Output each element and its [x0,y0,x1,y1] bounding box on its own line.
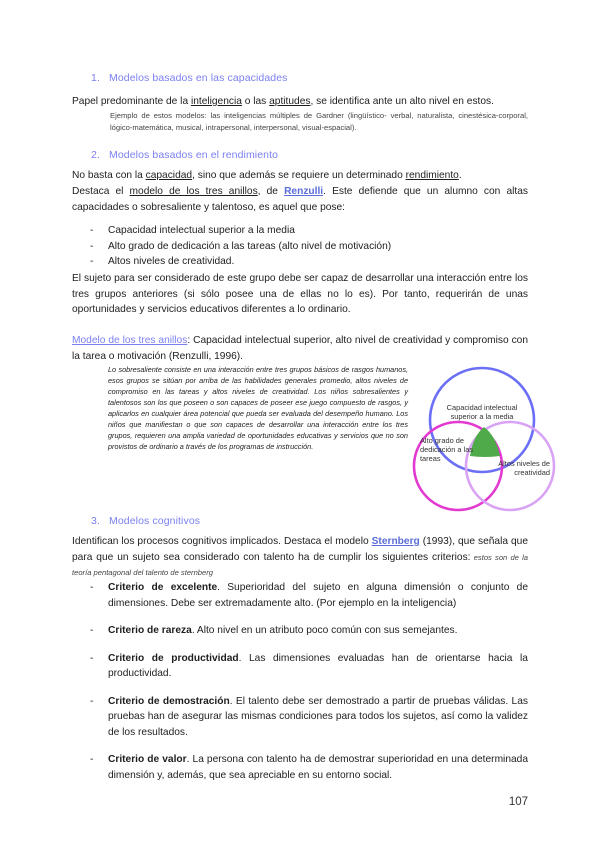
list-item [72,580,528,611]
section-1-example-note: Ejemplo de estos modelos: las inteligencias múltiples de Gardner (lingüístico- verbal, naturalista, cinestésica-corporal, lógico-matemática, musical, intrapersonal, interpersonal, visual-espacial). [110,111,528,132]
rendimiento-term: rendimiento [405,170,459,181]
capacidad-term: capacidad [145,170,193,181]
inteligencia-link[interactable]: inteligencia [190,96,242,107]
criterion-name: Criterio de rareza [108,625,192,636]
sternberg-note: estos son de la teoría pentagonal del talento de sternberg [72,552,528,577]
text: No basta con la [72,170,146,181]
sternberg-link[interactable]: Sternberg [371,536,420,547]
text: , de [257,186,285,197]
text: (1993), que señala que para que un sujeto sea considerado con talento ha de cumplir los siguientes criterios: [72,536,528,563]
section-1-paragraph [72,94,528,110]
ring-label-left-2: dedicación a las [420,445,474,454]
list-item [72,694,528,741]
ring-traits-list [72,223,528,270]
three-rings-diagram [410,358,560,518]
list-item [72,623,528,639]
text: : Capacidad intelectual superior, alto nivel de creatividad y compromiso con la tarea o motivación (Renzulli, 1996). [72,335,529,362]
criterion-text: . Superioridad del sujeto en alguna dimensión o conjunto de dimensiones. Debe ser extremadamente alto. (Por ejemplo en la inteligencia) [108,582,528,609]
text: , se identifica ante un alto nivel en estos. [310,96,494,107]
text: Destaca el [72,186,130,197]
ring-label-top-1: Capacidad intelectual [446,403,518,412]
section-2-paragraph-3: El sujeto para ser considerado de este grupo debe ser capaz de desarrollar una interacción entre los tres grupos anteriores (si sólo posee una de ellas no lo es). Por tanto, requerirán de unas oportunidades y servicios educativos diferentes a lo ordinario. [72,273,528,315]
ring-label-right-2: creatividad [514,468,550,477]
text: Identifican los procesos cognitivos implicados. Destaca el modelo [72,536,372,547]
list-item: - Altos niveles de creatividad. [72,254,528,270]
text: , sino que además se requiere un determinado [192,170,406,181]
page-number: 107 [508,796,528,808]
ring-label-right-1: Altos niveles de [498,459,550,468]
modelo-tres-anillos-term: modelo de los tres anillos [129,186,258,197]
text: . Este defiende que un alumno con altas capacidades o sobresaliente y talentoso, es aquel que pose: [72,186,528,213]
criterion-text: . Las dimensiones evaluadas han de orientarse hacia la productividad. [108,652,528,679]
criterion-name: Criterio de productividad [108,652,239,664]
text: o las [241,96,270,107]
ring-intersection [470,427,500,457]
ring-label-left-3: tareas [420,454,441,463]
criterion-name: Criterio de valor [108,754,187,765]
list-item [72,651,528,682]
section-2-heading: 2. Modelos basados en el rendimiento [91,149,279,161]
ring-label-top-2: superior a la media [450,412,514,421]
section-2-paragraph-1 [72,168,528,184]
list-item: - Capacidad intelectual superior a la media [72,223,528,239]
renzulli-quote: Lo sobresaliente consiste en una interacción entre tres grupos básicos de rasgos humanos, esos grupos se sitúan por arriba de las habilidades generales promedio, altos niveles de compromiso en las tareas y altos niveles de creatividad. Los niños sobresalientes y talentosos son los que poseen o son capaces de poseer ese juego compuesto de rasgos, y aplicarlos en cualquier área potencial que pueda ser evaluada del desempeño humano. Los niños que manifiestan o que son capaces de desarrollar una interacción entre los tres grupos, requieren una amplia variedad de oportunidades educativas y servicios que no son provistos de ordinario a través de los programas de instrucción. [108,365,408,451]
list-item [72,752,528,783]
list-item: - Alto grado de dedicación a las tareas (alto nivel de motivación) [72,239,528,255]
criterion-text: . La persona con talento ha de demostrar superioridad en una determinada dimensión y, además, que sea apreciable en su entorno social. [108,754,528,781]
section-2-paragraph-2 [72,184,528,215]
text: Papel predominante de la [72,96,191,107]
text: . [458,170,462,181]
section-1-heading: 1. Modelos basados en las capacidades [91,72,288,84]
ring-label-left-1: Alto grado de [420,436,464,445]
criterion-name: Criterio de excelente [108,582,218,593]
modelo-tres-anillos-link[interactable]: Modelo de los tres anillos [72,335,188,346]
section-3-heading: 3. Modelos cognitivos [91,515,201,527]
criterion-text: . El talento debe ser demostrado a partir de pruebas válidas. Las pruebas han de asegurar las mismas condiciones para todos los sujetos, así como la validez de los resultados. [108,695,528,738]
criterion-name: Criterio de demostración [108,695,230,707]
renzulli-link[interactable]: Renzulli [284,186,324,197]
section-3-paragraph [72,534,528,581]
aptitudes-link[interactable]: aptitudes [269,96,311,107]
criteria-list [72,580,528,795]
criterion-text: . Alto nivel en un atributo poco común con sus semejantes. [191,625,458,636]
